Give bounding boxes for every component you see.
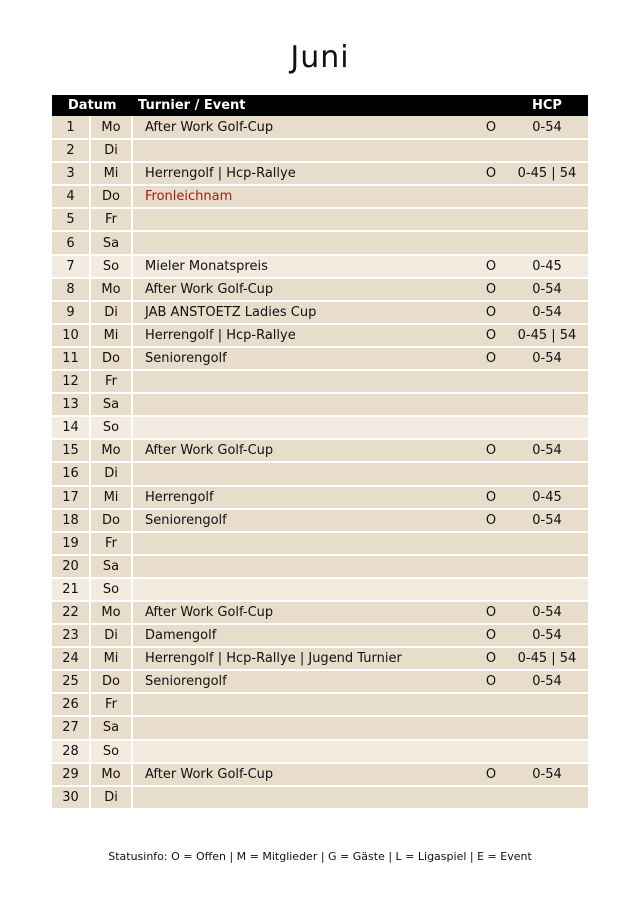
header-datum: Datum <box>52 95 132 116</box>
event-name <box>132 231 476 254</box>
table-row <box>52 393 588 416</box>
table-row <box>52 578 588 601</box>
hcp-range: 0-54 <box>506 670 588 693</box>
status-code <box>476 185 506 208</box>
weekday: Mi <box>90 324 132 347</box>
table-row <box>52 416 588 439</box>
hcp-range: 0-54 <box>506 278 588 301</box>
weekday: So <box>90 740 132 763</box>
table-row <box>52 255 588 278</box>
weekday: Sa <box>90 231 132 254</box>
header-event: Turnier / Event <box>132 95 476 116</box>
weekday: Do <box>90 347 132 370</box>
weekday: Mo <box>90 439 132 462</box>
weekday: Mi <box>90 486 132 509</box>
table-row <box>52 716 588 739</box>
status-code: O <box>476 763 506 786</box>
day-number: 22 <box>52 601 90 624</box>
status-code <box>476 693 506 716</box>
event-name <box>132 693 476 716</box>
hcp-range: 0-45 | 54 <box>506 162 588 185</box>
day-number: 5 <box>52 208 90 231</box>
weekday: Di <box>90 786 132 809</box>
weekday: Di <box>90 624 132 647</box>
event-name <box>132 462 476 485</box>
day-number: 23 <box>52 624 90 647</box>
day-number: 2 <box>52 139 90 162</box>
day-number: 10 <box>52 324 90 347</box>
table-row <box>52 139 588 162</box>
weekday: So <box>90 416 132 439</box>
table-row <box>52 555 588 578</box>
event-name <box>132 786 476 809</box>
event-name <box>132 716 476 739</box>
table-row <box>52 532 588 555</box>
status-code: O <box>476 347 506 370</box>
table-row <box>52 116 588 139</box>
table-row <box>52 208 588 231</box>
hcp-range <box>506 393 588 416</box>
weekday: Mo <box>90 763 132 786</box>
weekday: Sa <box>90 555 132 578</box>
table-row <box>52 647 588 670</box>
hcp-range: 0-45 | 54 <box>506 324 588 347</box>
status-code <box>476 416 506 439</box>
hcp-range <box>506 555 588 578</box>
table-row <box>52 324 588 347</box>
table-row <box>52 231 588 254</box>
status-code: O <box>476 670 506 693</box>
hcp-range: 0-54 <box>506 624 588 647</box>
weekday: Mi <box>90 647 132 670</box>
weekday: Fr <box>90 208 132 231</box>
status-code: O <box>476 601 506 624</box>
table-row <box>52 624 588 647</box>
hcp-range <box>506 532 588 555</box>
hcp-range <box>506 416 588 439</box>
status-code: O <box>476 439 506 462</box>
hcp-range <box>506 208 588 231</box>
table-row <box>52 370 588 393</box>
status-code <box>476 139 506 162</box>
event-name <box>132 532 476 555</box>
status-code: O <box>476 486 506 509</box>
day-number: 4 <box>52 185 90 208</box>
hcp-range <box>506 740 588 763</box>
day-number: 6 <box>52 231 90 254</box>
table-row <box>52 439 588 462</box>
table-row <box>52 185 588 208</box>
weekday: Di <box>90 301 132 324</box>
event-name <box>132 208 476 231</box>
event-name: After Work Golf-Cup <box>132 763 476 786</box>
weekday: Do <box>90 185 132 208</box>
day-number: 25 <box>52 670 90 693</box>
weekday: Fr <box>90 693 132 716</box>
event-name <box>132 416 476 439</box>
status-code: O <box>476 647 506 670</box>
day-number: 8 <box>52 278 90 301</box>
day-number: 9 <box>52 301 90 324</box>
hcp-range <box>506 139 588 162</box>
hcp-range <box>506 231 588 254</box>
event-name: Seniorengolf <box>132 670 476 693</box>
status-code: O <box>476 255 506 278</box>
table-row <box>52 670 588 693</box>
table-row <box>52 347 588 370</box>
event-name: Seniorengolf <box>132 509 476 532</box>
day-number: 15 <box>52 439 90 462</box>
weekday: So <box>90 255 132 278</box>
weekday: Sa <box>90 393 132 416</box>
day-number: 7 <box>52 255 90 278</box>
hcp-range: 0-54 <box>506 439 588 462</box>
weekday: Fr <box>90 370 132 393</box>
table-header <box>52 95 588 116</box>
event-name: After Work Golf-Cup <box>132 439 476 462</box>
table-row <box>52 486 588 509</box>
page-title: Juni <box>290 40 350 75</box>
event-name: After Work Golf-Cup <box>132 601 476 624</box>
hcp-range <box>506 716 588 739</box>
status-code: O <box>476 324 506 347</box>
hcp-range: 0-45 <box>506 255 588 278</box>
day-number: 3 <box>52 162 90 185</box>
table-row <box>52 278 588 301</box>
day-number: 28 <box>52 740 90 763</box>
hcp-range: 0-54 <box>506 116 588 139</box>
table-row <box>52 162 588 185</box>
status-legend: Statusinfo: O = Offen | M = Mitglieder | G = Gäste | L = Ligaspiel | E = Event <box>108 850 532 863</box>
event-name <box>132 740 476 763</box>
table-row <box>52 601 588 624</box>
status-code: O <box>476 162 506 185</box>
weekday: So <box>90 578 132 601</box>
table-row <box>52 509 588 532</box>
day-number: 21 <box>52 578 90 601</box>
table-row <box>52 786 588 809</box>
weekday: Di <box>90 139 132 162</box>
event-name: Herrengolf | Hcp-Rallye <box>132 324 476 347</box>
table-row <box>52 740 588 763</box>
status-code <box>476 231 506 254</box>
hcp-range: 0-54 <box>506 347 588 370</box>
event-name: Herrengolf | Hcp-Rallye | Jugend Turnier <box>132 647 476 670</box>
day-number: 14 <box>52 416 90 439</box>
hcp-range <box>506 786 588 809</box>
hcp-range <box>506 578 588 601</box>
status-code: O <box>476 301 506 324</box>
weekday: Sa <box>90 716 132 739</box>
table-body <box>52 116 588 809</box>
hcp-range: 0-45 | 54 <box>506 647 588 670</box>
event-name: Damengolf <box>132 624 476 647</box>
day-number: 13 <box>52 393 90 416</box>
status-code: O <box>476 278 506 301</box>
day-number: 11 <box>52 347 90 370</box>
day-number: 1 <box>52 116 90 139</box>
table-row <box>52 462 588 485</box>
status-code <box>476 393 506 416</box>
table-row <box>52 763 588 786</box>
status-code <box>476 462 506 485</box>
day-number: 12 <box>52 370 90 393</box>
table-row <box>52 301 588 324</box>
day-number: 16 <box>52 462 90 485</box>
weekday: Mo <box>90 601 132 624</box>
status-code <box>476 716 506 739</box>
holiday-label: Fronleichnam <box>132 185 476 208</box>
day-number: 30 <box>52 786 90 809</box>
weekday: Mo <box>90 278 132 301</box>
status-code <box>476 786 506 809</box>
status-code <box>476 578 506 601</box>
status-code <box>476 555 506 578</box>
hcp-range: 0-54 <box>506 763 588 786</box>
hcp-range <box>506 693 588 716</box>
status-code <box>476 208 506 231</box>
weekday: Mi <box>90 162 132 185</box>
event-name <box>132 139 476 162</box>
day-number: 17 <box>52 486 90 509</box>
status-code: O <box>476 624 506 647</box>
day-number: 19 <box>52 532 90 555</box>
day-number: 26 <box>52 693 90 716</box>
status-code <box>476 740 506 763</box>
hcp-range: 0-54 <box>506 601 588 624</box>
day-number: 24 <box>52 647 90 670</box>
day-number: 29 <box>52 763 90 786</box>
header-hcp: HCP <box>506 95 588 116</box>
hcp-range <box>506 462 588 485</box>
event-calendar-table <box>52 95 588 810</box>
hcp-range <box>506 370 588 393</box>
status-code <box>476 370 506 393</box>
day-number: 27 <box>52 716 90 739</box>
event-name: After Work Golf-Cup <box>132 116 476 139</box>
event-name <box>132 578 476 601</box>
event-name <box>132 555 476 578</box>
weekday: Fr <box>90 532 132 555</box>
weekday: Di <box>90 462 132 485</box>
hcp-range: 0-54 <box>506 509 588 532</box>
event-name: Herrengolf | Hcp-Rallye <box>132 162 476 185</box>
hcp-range <box>506 185 588 208</box>
event-name <box>132 370 476 393</box>
event-name: Herrengolf <box>132 486 476 509</box>
header-status <box>476 95 506 116</box>
weekday: Do <box>90 509 132 532</box>
status-code <box>476 532 506 555</box>
hcp-range: 0-54 <box>506 301 588 324</box>
weekday: Do <box>90 670 132 693</box>
event-name: Seniorengolf <box>132 347 476 370</box>
day-number: 18 <box>52 509 90 532</box>
hcp-range: 0-45 <box>506 486 588 509</box>
event-name: JAB ANSTOETZ Ladies Cup <box>132 301 476 324</box>
table-row <box>52 693 588 716</box>
status-code: O <box>476 509 506 532</box>
status-code: O <box>476 116 506 139</box>
weekday: Mo <box>90 116 132 139</box>
event-name: After Work Golf-Cup <box>132 278 476 301</box>
event-name <box>132 393 476 416</box>
event-name: Mieler Monatspreis <box>132 255 476 278</box>
day-number: 20 <box>52 555 90 578</box>
